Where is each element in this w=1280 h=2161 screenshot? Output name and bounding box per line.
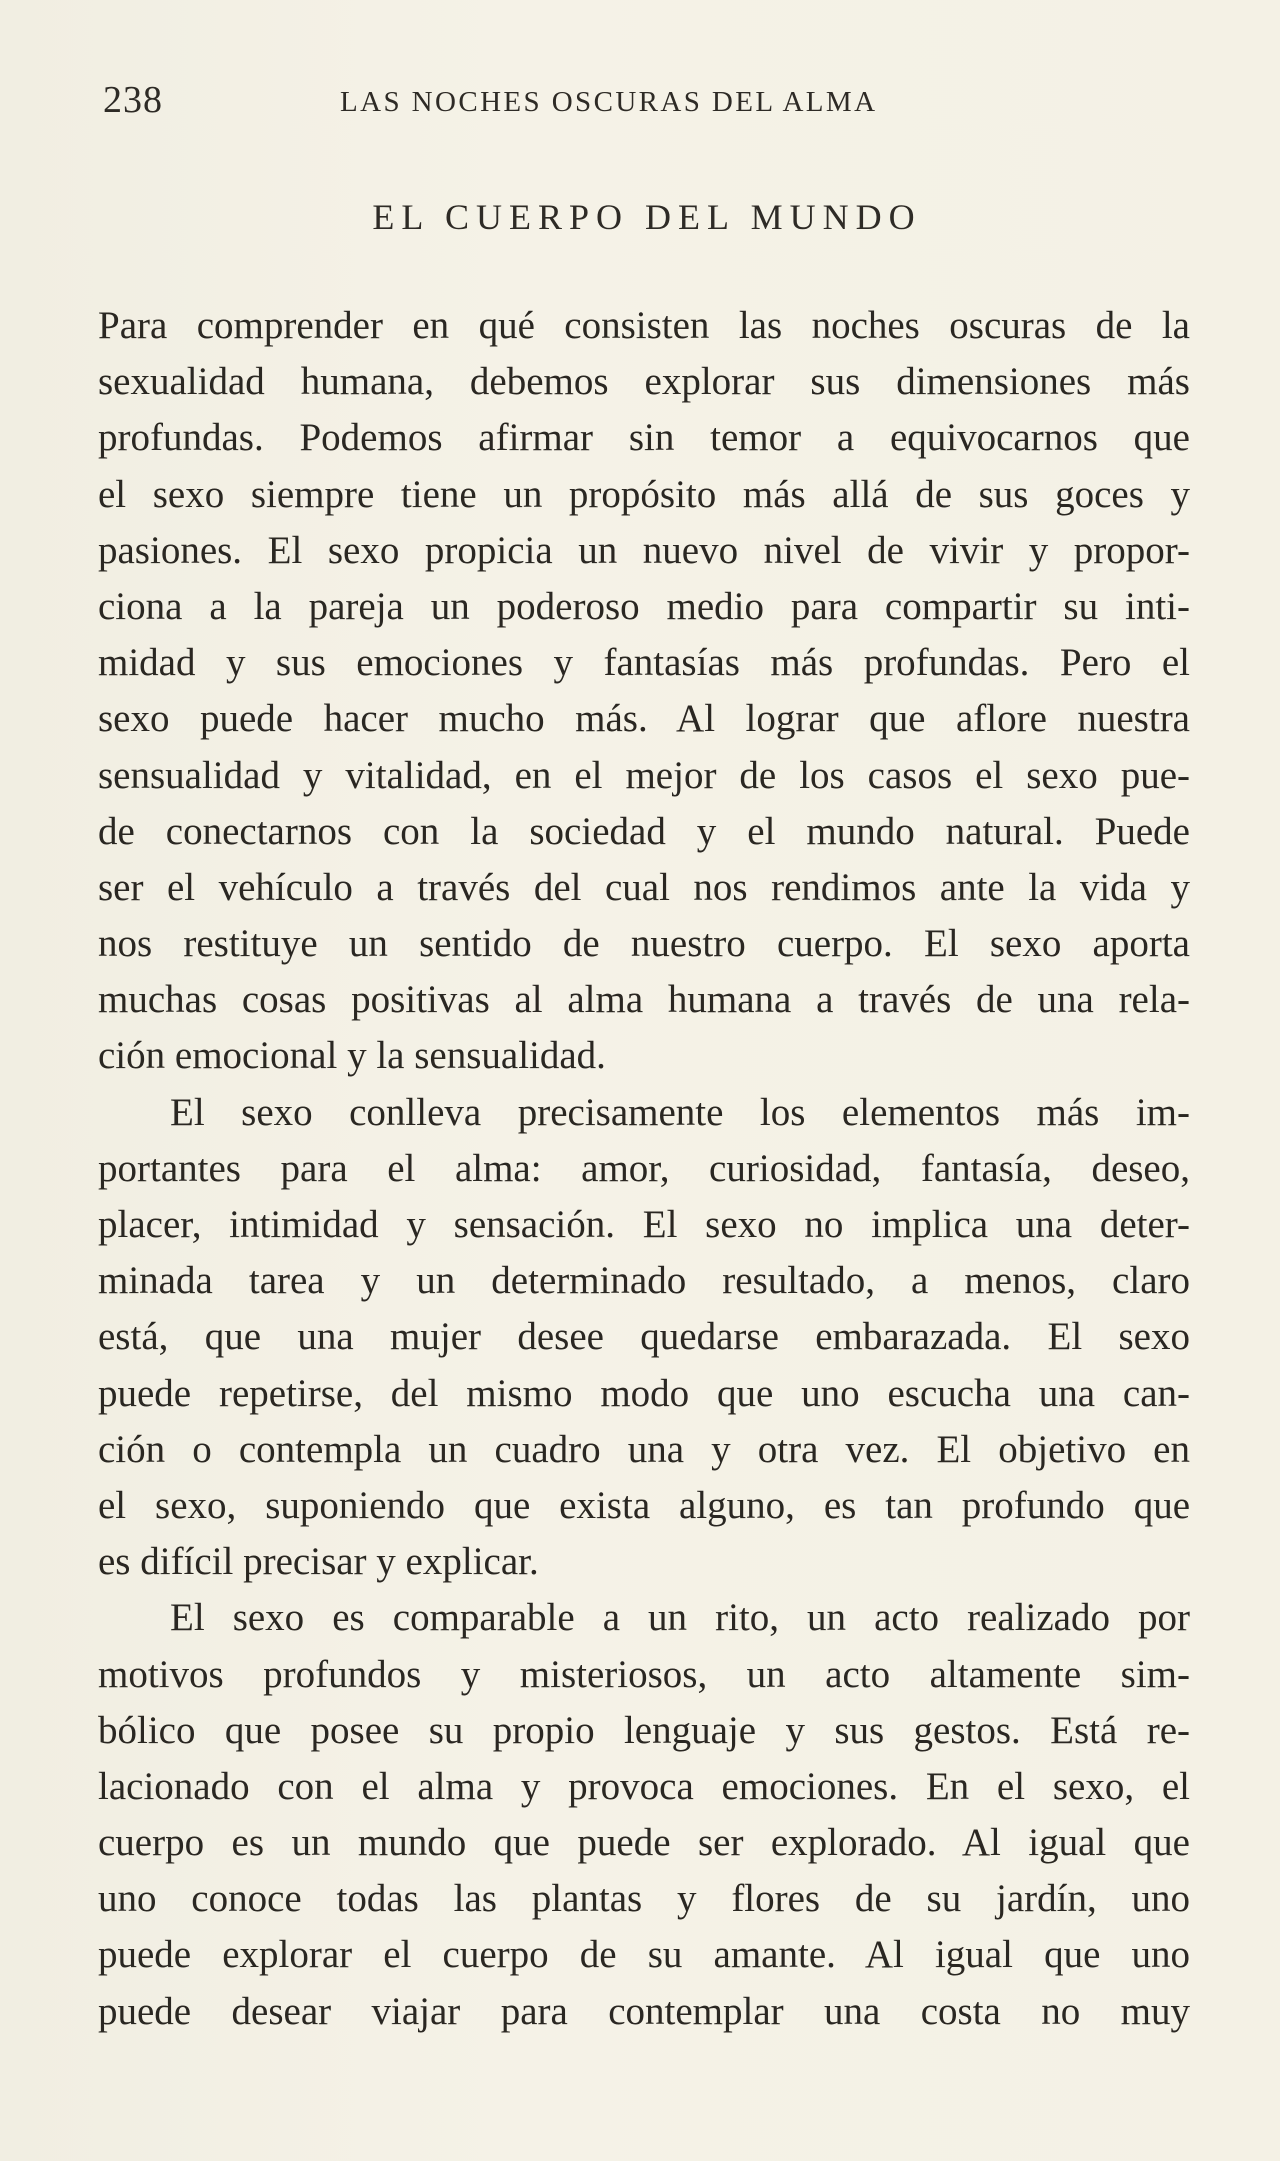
text-line: puede repetirse, del mismo modo que uno escucha una can- bbox=[98, 1371, 1190, 1415]
paragraph-1 bbox=[98, 298, 1190, 1085]
page-number: 238 bbox=[103, 79, 163, 121]
text-line: puede explorar el cuerpo de su amante. Al igual que uno bbox=[98, 1933, 1190, 1977]
section-title: EL CUERPO DEL MUNDO bbox=[372, 197, 922, 237]
paragraph-2 bbox=[98, 1085, 1190, 1591]
text-line: uno conoce todas las plantas y flores de su jardín, uno bbox=[98, 1877, 1190, 1921]
text-line: muchas cosas positivas al alma humana a través de una rela- bbox=[98, 978, 1190, 1022]
text-line: ser el vehículo a través del cual nos rendimos ante la vida y bbox=[98, 865, 1190, 909]
text-line: ción o contempla un cuadro una y otra vez. El objetivo en bbox=[98, 1427, 1190, 1471]
text-line: Para comprender en qué consisten las noches oscuras de la bbox=[98, 304, 1190, 347]
running-header bbox=[100, 78, 1200, 128]
text-line: lacionado con el alma y provoca emociones. En el sexo, el bbox=[98, 1764, 1190, 1808]
text-line: el sexo, suponiendo que exista alguno, es tan profundo que bbox=[98, 1483, 1190, 1527]
text-line: el sexo siempre tiene un propósito más allá de sus goces y bbox=[98, 472, 1190, 516]
text-line: El sexo conlleva precisamente los elementos más im- bbox=[170, 1090, 1190, 1134]
text-line: sensualidad y vitalidad, en el mejor de los casos el sexo pue- bbox=[98, 753, 1190, 797]
text-line: está, que una mujer desee quedarse embarazada. El sexo bbox=[98, 1315, 1190, 1359]
text-line: El sexo es comparable a un rito, un acto realizado por bbox=[170, 1596, 1190, 1640]
text-line: profundas. Podemos afirmar sin temor a equivocarnos que bbox=[98, 416, 1190, 460]
text-line: sexo puede hacer mucho más. Al lograr que aflore nuestra bbox=[98, 697, 1190, 741]
text-line: bólico que posee su propio lenguaje y sus gestos. Está re- bbox=[98, 1708, 1190, 1752]
text-line: portantes para el alma: amor, curiosidad, fantasía, deseo, bbox=[98, 1146, 1190, 1190]
text-line: midad y sus emociones y fantasías más profundas. Pero el bbox=[98, 641, 1190, 685]
text-line: nos restituye un sentido de nuestro cuerpo. El sexo aporta bbox=[98, 922, 1190, 966]
text-line: puede desear viajar para contemplar una costa no muy bbox=[98, 1989, 1190, 2033]
paragraph-3 bbox=[98, 1590, 1190, 2040]
text-line: ciona a la pareja un poderoso medio para compartir su inti- bbox=[98, 584, 1190, 628]
text-line: es difícil precisar y explicar. bbox=[98, 1540, 539, 1584]
text-line: cuerpo es un mundo que puede ser explorado. Al igual que bbox=[98, 1821, 1190, 1865]
text-line: de conectarnos con la sociedad y el mundo natural. Puede bbox=[98, 809, 1190, 853]
text-line: sexualidad humana, debemos explorar sus dimensiones más bbox=[98, 360, 1190, 404]
body-text bbox=[98, 298, 1190, 2040]
text-line: placer, intimidad y sensación. El sexo no implica una deter- bbox=[98, 1203, 1190, 1246]
running-title: LAS NOCHES OSCURAS DEL ALMA bbox=[340, 86, 878, 118]
text-line: ción emocional y la sensualidad. bbox=[98, 1034, 606, 1078]
text-line: pasiones. El sexo propicia un nuevo nivel de vivir y propor- bbox=[98, 528, 1190, 572]
text-line: minada tarea y un determinado resultado, a menos, claro bbox=[98, 1259, 1190, 1303]
text-line: motivos profundos y misteriosos, un acto altamente sim- bbox=[98, 1652, 1190, 1696]
